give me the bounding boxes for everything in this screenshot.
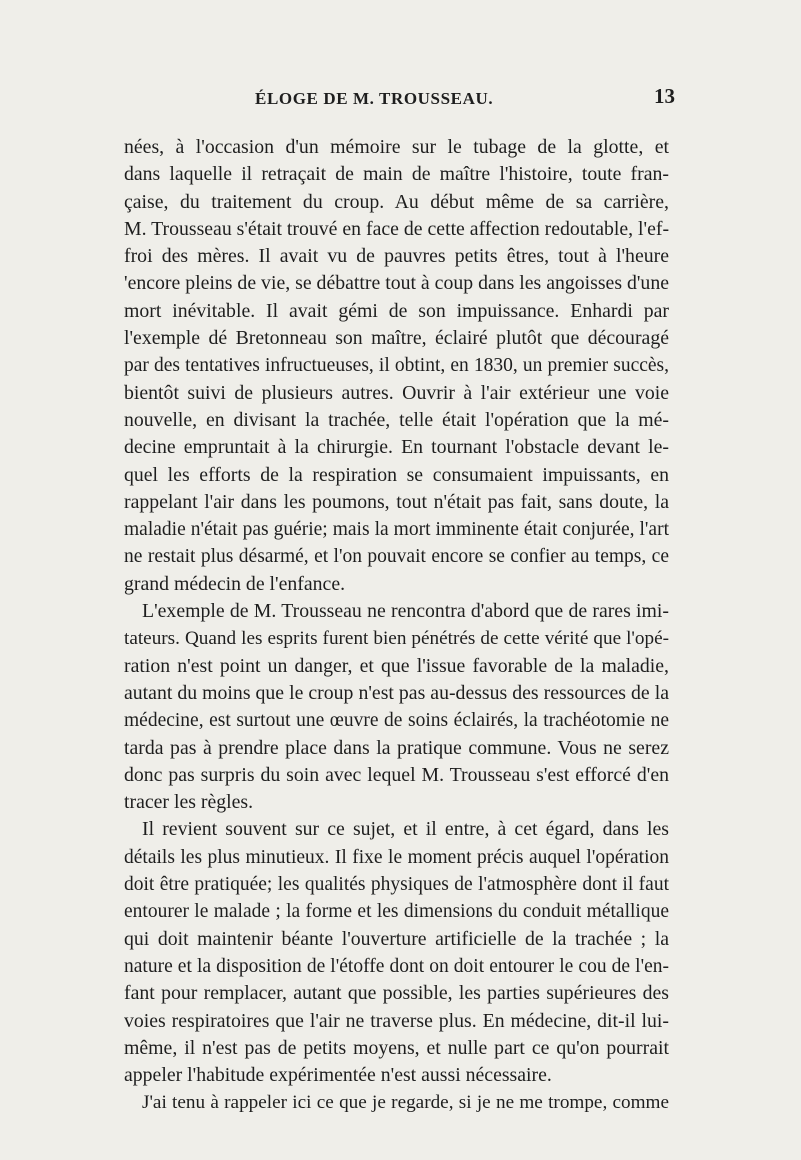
text-line: ration n'est point un danger, et que l'issue favorable de la maladie, <box>124 654 669 677</box>
text-line: tracer les règles. <box>124 791 254 814</box>
text-line: L'exemple de M. Trousseau ne rencontra d'abord que de rares imi- <box>142 600 669 623</box>
text-line: froi des mères. Il avait vu de pauvres petits êtres, tout à l'heure <box>124 245 669 268</box>
text-line: autant du moins que le croup n'est pas au-dessus des ressources de la <box>124 681 669 704</box>
text-line: nature et la disposition de l'étoffe dont on doit entourer le cou de l'en- <box>124 955 669 977</box>
text-line: J'ai tenu à rappeler ici ce que je regarde, si je ne me trompe, comme <box>142 1092 669 1114</box>
text-line: nouvelle, en divisant la trachée, telle était l'opération que la mé- <box>124 408 669 431</box>
text-line: appeler l'habitude expérimentée n'est aussi nécessaire. <box>124 1064 552 1087</box>
text-line: ne restait plus désarmé, et l'on pouvait encore se confier au temps, ce <box>124 546 669 568</box>
text-line: maladie n'était pas guérie; mais la mort imminente était conjurée, l'art <box>124 519 669 541</box>
text-line: doit être pratiquée; les qualités physiques de l'atmosphère dont il faut <box>124 874 669 896</box>
text-line: dans laquelle il retraçait de main de maître l'histoire, toute fran- <box>124 163 669 186</box>
text-line: çaise, du traitement du croup. Au début même de sa carrière, <box>124 190 669 213</box>
text-line: 'encore pleins de vie, se débattre tout à coup dans les angoisses d'une <box>124 272 669 295</box>
page-number: 13 <box>654 84 675 108</box>
text-line: médecine, est surtout une œuvre de soins éclairés, la trachéotomie ne <box>124 710 669 732</box>
text-line: donc pas surpris du soin avec lequel M. Trousseau s'est efforcé d'en <box>124 763 669 786</box>
text-line: quel les efforts de la respiration se consumaient impuissants, en <box>124 463 669 486</box>
text-line: bientôt suivi de plusieurs autres. Ouvrir à l'air extérieur une voie <box>124 381 669 404</box>
text-line: nées, à l'occasion d'un mémoire sur le tubage de la glotte, et <box>124 136 669 158</box>
text-line: mort inévitable. Il avait gémi de son impuissance. Enhardi par <box>124 299 669 322</box>
text-line: fant pour remplacer, autant que possible, les parties supérieures des <box>124 982 669 1005</box>
text-line: l'exemple dé Bretonneau son maître, éclairé plutôt que découragé <box>124 327 669 350</box>
running-title: ÉLOGE DE M. TROUSSEAU. <box>255 89 494 108</box>
text-line: par des tentatives infructueuses, il obtint, en 1830, un premier succès, <box>124 355 669 377</box>
text-line: même, il n'est pas de petits moyens, et nulle part ce qu'on pourrait <box>124 1036 669 1059</box>
text-line: détails les plus minutieux. Il fixe le moment précis auquel l'opération <box>124 846 669 868</box>
text-line: voies respiratoires que l'air ne traverse plus. En médecine, dit-il lui- <box>124 1009 669 1032</box>
text-line: grand médecin de l'enfance. <box>124 572 346 595</box>
text-line: qui doit maintenir béante l'ouverture artificielle de la trachée ; la <box>124 927 669 950</box>
body-text <box>124 134 669 1117</box>
text-line: decine empruntait à la chirurgie. En tournant l'obstacle devant le- <box>124 436 669 459</box>
text-line: M. Trousseau s'était trouvé en face de cette affection redoutable, l'ef- <box>124 217 670 240</box>
text-line: tarda pas à prendre place dans la pratique commune. Vous ne serez <box>124 736 669 759</box>
text-line: Il revient souvent sur ce sujet, et il entre, à cet égard, dans les <box>142 818 669 841</box>
text-line: tateurs. Quand les esprits furent bien pénétrés de cette vérité que l'opé- <box>124 628 669 650</box>
text-line: entourer le malade ; la forme et les dimensions du conduit métallique <box>124 901 669 923</box>
text-line: rappelant l'air dans les poumons, tout n'était pas fait, sans doute, la <box>124 490 669 513</box>
